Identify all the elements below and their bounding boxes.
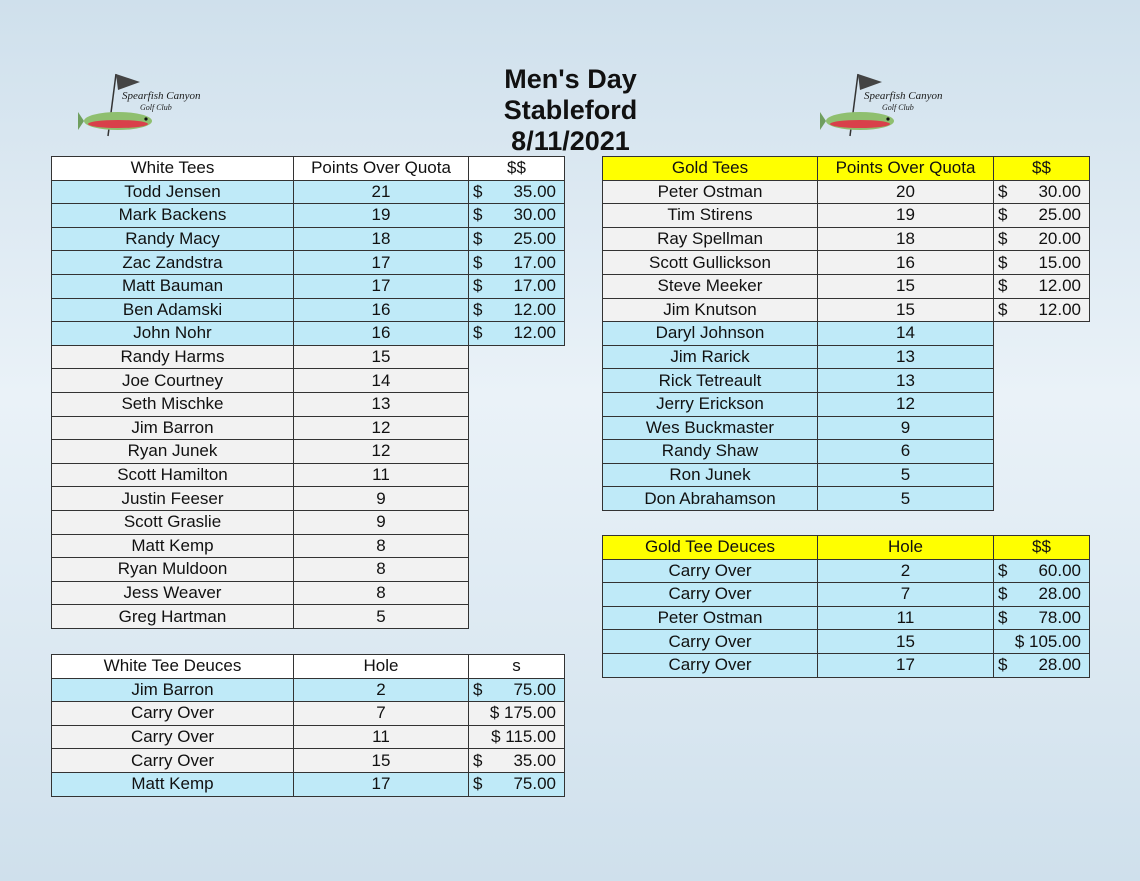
table-row bbox=[52, 581, 565, 605]
points-cell: 16 bbox=[294, 298, 469, 322]
points-cell: 12 bbox=[818, 392, 994, 416]
hole-cell: 2 bbox=[294, 678, 469, 702]
payout-cell bbox=[469, 180, 565, 204]
payout-amount: 25.00 bbox=[1038, 205, 1081, 225]
payout-amount: 28.00 bbox=[1038, 584, 1081, 604]
payout-cell bbox=[994, 653, 1090, 677]
column-header: Points Over Quota bbox=[818, 157, 994, 181]
player-name-cell: John Nohr bbox=[52, 322, 294, 346]
hole-cell: 11 bbox=[818, 606, 994, 630]
currency-symbol: $ bbox=[998, 276, 1008, 296]
player-name-cell: Scott Gullickson bbox=[603, 251, 818, 275]
empty-cell bbox=[994, 487, 1090, 511]
empty-cell bbox=[469, 605, 565, 629]
table-row bbox=[52, 440, 565, 464]
points-cell: 18 bbox=[294, 227, 469, 251]
currency-symbol: $ bbox=[998, 608, 1008, 628]
currency-symbol: $ bbox=[473, 252, 483, 272]
empty-cell bbox=[469, 369, 565, 393]
player-name-cell: Peter Ostman bbox=[603, 606, 818, 630]
points-cell: 19 bbox=[818, 204, 994, 228]
player-name-cell: Jim Knutson bbox=[603, 298, 818, 322]
empty-cell bbox=[994, 463, 1090, 487]
player-name-cell: Justin Feeser bbox=[52, 487, 294, 511]
payout-amount: 12.00 bbox=[1038, 276, 1081, 296]
payout-cell bbox=[469, 298, 565, 322]
player-name-cell: Scott Hamilton bbox=[52, 463, 294, 487]
player-name-cell: Ron Junek bbox=[603, 463, 818, 487]
payout-amount: $ 115.00 bbox=[491, 727, 556, 747]
payout-amount: 30.00 bbox=[513, 205, 556, 225]
player-name-cell: Tim Stirens bbox=[603, 204, 818, 228]
points-cell: 8 bbox=[294, 558, 469, 582]
player-name-cell: Carry Over bbox=[603, 559, 818, 583]
table-row bbox=[52, 180, 565, 204]
payout-cell bbox=[994, 204, 1090, 228]
table-row bbox=[52, 463, 565, 487]
logo-text-line2: Golf Club bbox=[140, 103, 172, 112]
logo-text-line1: Spearfish Canyon bbox=[122, 90, 201, 102]
payout-cell bbox=[469, 204, 565, 228]
payout-cell bbox=[469, 274, 565, 298]
player-name-cell: Jim Barron bbox=[52, 678, 294, 702]
payout-cell bbox=[469, 702, 565, 726]
hole-cell: 2 bbox=[818, 559, 994, 583]
table-row bbox=[52, 772, 565, 796]
table-row bbox=[52, 510, 565, 534]
currency-symbol: $ bbox=[998, 299, 1008, 319]
table-row bbox=[52, 227, 565, 251]
payout-amount: 75.00 bbox=[513, 679, 556, 699]
empty-cell bbox=[994, 322, 1090, 346]
table-row bbox=[52, 392, 565, 416]
currency-symbol: $ bbox=[473, 229, 483, 249]
player-name-cell: Ray Spellman bbox=[603, 227, 818, 251]
table-row bbox=[603, 416, 1090, 440]
payout-amount: $ 175.00 bbox=[489, 703, 556, 723]
points-cell: 5 bbox=[294, 605, 469, 629]
player-name-cell: Carry Over bbox=[603, 630, 818, 654]
title-line-1: Men's Day bbox=[504, 64, 637, 94]
table-row bbox=[52, 369, 565, 393]
player-name-cell: Seth Mischke bbox=[52, 392, 294, 416]
table-row bbox=[603, 392, 1090, 416]
points-cell: 5 bbox=[818, 463, 994, 487]
payout-amount: 35.00 bbox=[513, 750, 556, 770]
payout-cell bbox=[994, 630, 1090, 654]
player-name-cell: Wes Buckmaster bbox=[603, 416, 818, 440]
table-row bbox=[52, 678, 565, 702]
table-row bbox=[52, 204, 565, 228]
currency-symbol: $ bbox=[998, 229, 1008, 249]
player-name-cell: Peter Ostman bbox=[603, 180, 818, 204]
player-name-cell: Carry Over bbox=[52, 725, 294, 749]
points-cell: 5 bbox=[818, 487, 994, 511]
hole-cell: 17 bbox=[818, 653, 994, 677]
points-cell: 14 bbox=[294, 369, 469, 393]
table-row bbox=[52, 605, 565, 629]
points-cell: 18 bbox=[818, 227, 994, 251]
currency-symbol: $ bbox=[473, 205, 483, 225]
player-name-cell: Daryl Johnson bbox=[603, 322, 818, 346]
table-row bbox=[603, 487, 1090, 511]
club-logo-left bbox=[78, 66, 218, 148]
column-header: $$ bbox=[994, 536, 1090, 560]
empty-cell bbox=[469, 392, 565, 416]
points-cell: 16 bbox=[294, 322, 469, 346]
column-header: Gold Tee Deuces bbox=[603, 536, 818, 560]
title-line-2: Stableford bbox=[503, 95, 638, 125]
table-row bbox=[603, 463, 1090, 487]
column-header: White Tee Deuces bbox=[52, 655, 294, 679]
empty-cell bbox=[469, 510, 565, 534]
table-row bbox=[603, 204, 1090, 228]
payout-cell bbox=[994, 583, 1090, 607]
empty-cell bbox=[469, 463, 565, 487]
currency-symbol: $ bbox=[473, 679, 483, 699]
column-header: $$ bbox=[469, 157, 565, 181]
player-name-cell: Carry Over bbox=[603, 583, 818, 607]
table-row bbox=[603, 180, 1090, 204]
player-name-cell: Matt Kemp bbox=[52, 534, 294, 558]
payout-cell bbox=[469, 227, 565, 251]
table-row bbox=[603, 583, 1090, 607]
player-name-cell: Matt Kemp bbox=[52, 772, 294, 796]
empty-cell bbox=[469, 440, 565, 464]
points-cell: 15 bbox=[294, 345, 469, 369]
logo-text-line1: Spearfish Canyon bbox=[864, 90, 943, 102]
player-name-cell: Ryan Junek bbox=[52, 440, 294, 464]
payout-amount: 75.00 bbox=[513, 774, 556, 794]
currency-symbol: $ bbox=[473, 299, 483, 319]
column-header: Points Over Quota bbox=[294, 157, 469, 181]
currency-symbol: $ bbox=[473, 276, 483, 296]
player-name-cell: Rick Tetreault bbox=[603, 369, 818, 393]
player-name-cell: Randy Shaw bbox=[603, 440, 818, 464]
title-line-3: 8/11/2021 bbox=[511, 126, 630, 156]
hole-cell: 11 bbox=[294, 725, 469, 749]
player-name-cell: Jerry Erickson bbox=[603, 392, 818, 416]
logo-text-line2: Golf Club bbox=[882, 103, 914, 112]
table-header-row bbox=[52, 655, 565, 679]
table-row bbox=[52, 725, 565, 749]
points-cell: 20 bbox=[818, 180, 994, 204]
points-cell: 13 bbox=[818, 345, 994, 369]
gold-tee-deuces-table bbox=[602, 535, 1090, 678]
table-header-row bbox=[603, 536, 1090, 560]
player-name-cell: Jim Barron bbox=[52, 416, 294, 440]
hole-cell: 15 bbox=[294, 749, 469, 773]
payout-cell bbox=[469, 725, 565, 749]
player-name-cell: Greg Hartman bbox=[52, 605, 294, 629]
hole-cell: 7 bbox=[294, 702, 469, 726]
column-header: Hole bbox=[294, 655, 469, 679]
payout-cell bbox=[994, 227, 1090, 251]
player-name-cell: Carry Over bbox=[603, 653, 818, 677]
payout-amount: 17.00 bbox=[513, 252, 556, 272]
table-row bbox=[52, 487, 565, 511]
table-row bbox=[52, 274, 565, 298]
table-header-row bbox=[603, 157, 1090, 181]
payout-amount: 28.00 bbox=[1038, 655, 1081, 675]
table-row bbox=[52, 558, 565, 582]
player-name-cell: Ryan Muldoon bbox=[52, 558, 294, 582]
player-name-cell: Joe Courtney bbox=[52, 369, 294, 393]
player-name-cell: Randy Macy bbox=[52, 227, 294, 251]
payout-cell bbox=[469, 251, 565, 275]
table-row bbox=[52, 749, 565, 773]
payout-amount: $ 105.00 bbox=[1014, 631, 1081, 651]
payout-amount: 12.00 bbox=[513, 323, 556, 343]
currency-symbol: $ bbox=[473, 181, 483, 201]
table-row bbox=[52, 251, 565, 275]
table-row bbox=[603, 322, 1090, 346]
payout-amount: 78.00 bbox=[1038, 608, 1081, 628]
payout-cell bbox=[469, 749, 565, 773]
payout-amount: 60.00 bbox=[1038, 560, 1081, 580]
points-cell: 12 bbox=[294, 416, 469, 440]
points-cell: 9 bbox=[294, 510, 469, 534]
empty-cell bbox=[469, 345, 565, 369]
column-header: White Tees bbox=[52, 157, 294, 181]
table-row bbox=[603, 251, 1090, 275]
payout-amount: 12.00 bbox=[1038, 299, 1081, 319]
table-row bbox=[603, 369, 1090, 393]
currency-symbol: $ bbox=[998, 584, 1008, 604]
table-row bbox=[603, 298, 1090, 322]
empty-cell bbox=[469, 558, 565, 582]
payout-amount: 35.00 bbox=[513, 181, 556, 201]
points-cell: 17 bbox=[294, 274, 469, 298]
table-row bbox=[603, 227, 1090, 251]
table-row bbox=[603, 559, 1090, 583]
payout-amount: 17.00 bbox=[513, 276, 556, 296]
table-row bbox=[52, 322, 565, 346]
hole-cell: 17 bbox=[294, 772, 469, 796]
table-row bbox=[603, 630, 1090, 654]
payout-cell bbox=[994, 606, 1090, 630]
empty-cell bbox=[994, 369, 1090, 393]
page-title bbox=[478, 64, 663, 157]
empty-cell bbox=[469, 581, 565, 605]
empty-cell bbox=[469, 416, 565, 440]
player-name-cell: Ben Adamski bbox=[52, 298, 294, 322]
points-cell: 19 bbox=[294, 204, 469, 228]
points-cell: 9 bbox=[818, 416, 994, 440]
column-header: Hole bbox=[818, 536, 994, 560]
currency-symbol: $ bbox=[998, 560, 1008, 580]
points-cell: 8 bbox=[294, 581, 469, 605]
payout-cell bbox=[469, 322, 565, 346]
payout-cell bbox=[469, 678, 565, 702]
table-row bbox=[603, 440, 1090, 464]
payout-amount: 30.00 bbox=[1038, 181, 1081, 201]
payout-cell bbox=[994, 274, 1090, 298]
player-name-cell: Zac Zandstra bbox=[52, 251, 294, 275]
table-row bbox=[52, 534, 565, 558]
player-name-cell: Todd Jensen bbox=[52, 180, 294, 204]
empty-cell bbox=[994, 416, 1090, 440]
player-name-cell: Matt Bauman bbox=[52, 274, 294, 298]
payout-cell bbox=[994, 559, 1090, 583]
white-tees-table bbox=[51, 156, 565, 629]
column-header: $$ bbox=[994, 157, 1090, 181]
points-cell: 15 bbox=[818, 274, 994, 298]
player-name-cell: Mark Backens bbox=[52, 204, 294, 228]
payout-amount: 25.00 bbox=[513, 229, 556, 249]
points-cell: 8 bbox=[294, 534, 469, 558]
player-name-cell: Jim Rarick bbox=[603, 345, 818, 369]
currency-symbol: $ bbox=[998, 252, 1008, 272]
points-cell: 16 bbox=[818, 251, 994, 275]
hole-cell: 15 bbox=[818, 630, 994, 654]
points-cell: 21 bbox=[294, 180, 469, 204]
currency-symbol: $ bbox=[998, 205, 1008, 225]
payout-cell bbox=[469, 772, 565, 796]
points-cell: 12 bbox=[294, 440, 469, 464]
currency-symbol: $ bbox=[473, 774, 483, 794]
table-row bbox=[52, 298, 565, 322]
table-row bbox=[52, 702, 565, 726]
player-name-cell: Carry Over bbox=[52, 702, 294, 726]
table-row bbox=[603, 274, 1090, 298]
points-cell: 11 bbox=[294, 463, 469, 487]
table-row bbox=[52, 345, 565, 369]
points-cell: 6 bbox=[818, 440, 994, 464]
table-row bbox=[603, 653, 1090, 677]
empty-cell bbox=[994, 345, 1090, 369]
column-header: Gold Tees bbox=[603, 157, 818, 181]
payout-amount: 12.00 bbox=[513, 299, 556, 319]
empty-cell bbox=[994, 392, 1090, 416]
hole-cell: 7 bbox=[818, 583, 994, 607]
points-cell: 13 bbox=[818, 369, 994, 393]
payout-amount: 20.00 bbox=[1038, 229, 1081, 249]
table-row bbox=[52, 416, 565, 440]
currency-symbol: $ bbox=[998, 655, 1008, 675]
table-row bbox=[603, 606, 1090, 630]
player-name-cell: Carry Over bbox=[52, 749, 294, 773]
player-name-cell: Jess Weaver bbox=[52, 581, 294, 605]
payout-cell bbox=[994, 298, 1090, 322]
payout-cell bbox=[994, 251, 1090, 275]
player-name-cell: Randy Harms bbox=[52, 345, 294, 369]
empty-cell bbox=[994, 440, 1090, 464]
points-cell: 14 bbox=[818, 322, 994, 346]
white-tee-deuces-table bbox=[51, 654, 565, 797]
club-logo-right bbox=[820, 66, 960, 148]
empty-cell bbox=[469, 534, 565, 558]
gold-tees-table bbox=[602, 156, 1090, 511]
currency-symbol: $ bbox=[998, 181, 1008, 201]
currency-symbol: $ bbox=[473, 323, 483, 343]
points-cell: 13 bbox=[294, 392, 469, 416]
column-header: s bbox=[469, 655, 565, 679]
player-name-cell: Steve Meeker bbox=[603, 274, 818, 298]
player-name-cell: Scott Graslie bbox=[52, 510, 294, 534]
points-cell: 17 bbox=[294, 251, 469, 275]
currency-symbol: $ bbox=[473, 750, 483, 770]
payout-amount: 15.00 bbox=[1038, 252, 1081, 272]
points-cell: 9 bbox=[294, 487, 469, 511]
points-cell: 15 bbox=[818, 298, 994, 322]
player-name-cell: Don Abrahamson bbox=[603, 487, 818, 511]
table-header-row bbox=[52, 157, 565, 181]
payout-cell bbox=[994, 180, 1090, 204]
empty-cell bbox=[469, 487, 565, 511]
table-row bbox=[603, 345, 1090, 369]
